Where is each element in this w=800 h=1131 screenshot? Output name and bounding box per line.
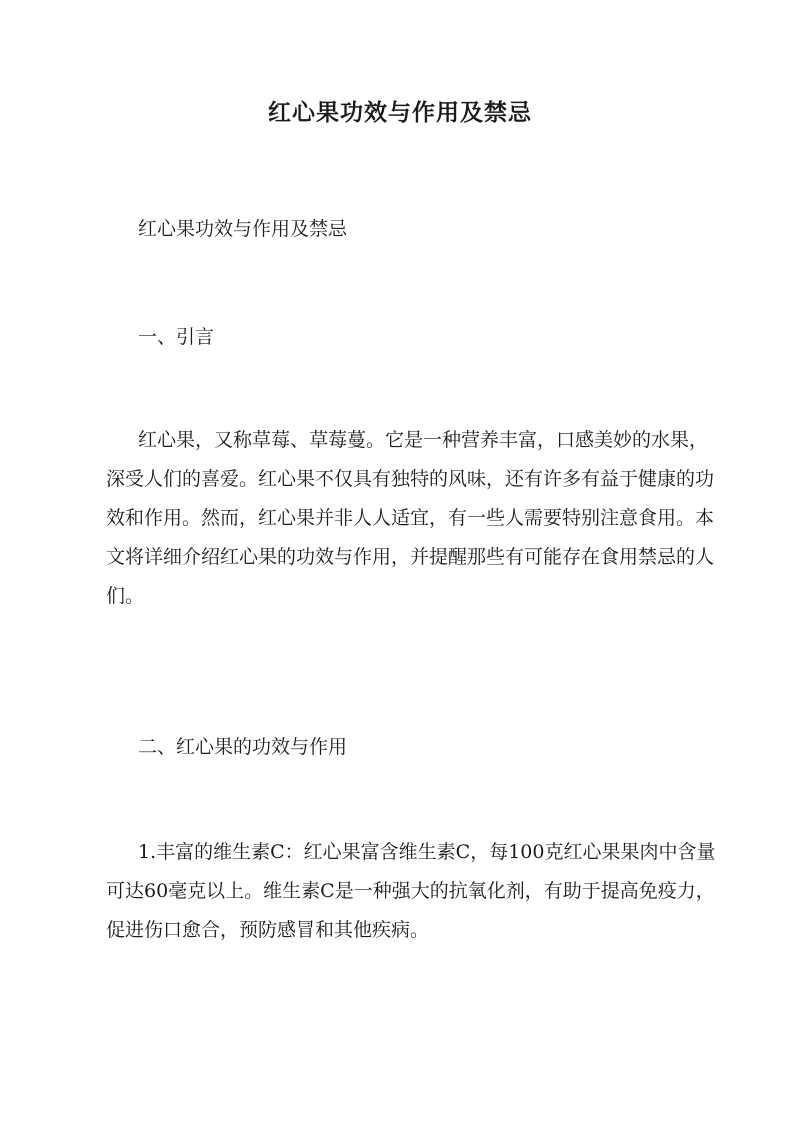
benefit-item-vitamin-c xyxy=(106,833,716,950)
intro-line: 文将详细介绍红心果的功效与作用，并提醒那些有可能存在食用禁忌的人 xyxy=(106,546,715,568)
benefit-line: 1.丰富的维生素C：红心果富含维生素C，每100克红心果果肉中含量 xyxy=(138,841,716,863)
benefit-line: 可达60毫克以上。维生素C是一种强大的抗氧化剂，有助于提高免疫力， xyxy=(106,880,715,902)
section-heading-benefits: 二、红心果的功效与作用 xyxy=(138,736,348,758)
intro-line: 们。 xyxy=(106,585,145,607)
benefit-line: 促进伤口愈合，预防感冒和其他疾病。 xyxy=(106,919,430,941)
intro-line: 红心果，又称草莓、草莓蔓。它是一种营养丰富，口感美妙的水果， xyxy=(138,429,709,451)
document-title: 红心果功效与作用及禁忌 xyxy=(268,99,532,126)
intro-line: 效和作用。然而，红心果并非人人适宜，有一些人需要特别注意食用。本 xyxy=(106,507,715,529)
section-heading-intro: 一、引言 xyxy=(138,326,215,348)
document-subtitle: 红心果功效与作用及禁忌 xyxy=(138,218,348,240)
intro-line: 深受人们的喜爱。红心果不仅具有独特的风味，还有许多有益于健康的功 xyxy=(106,468,715,490)
intro-paragraph xyxy=(106,421,715,616)
